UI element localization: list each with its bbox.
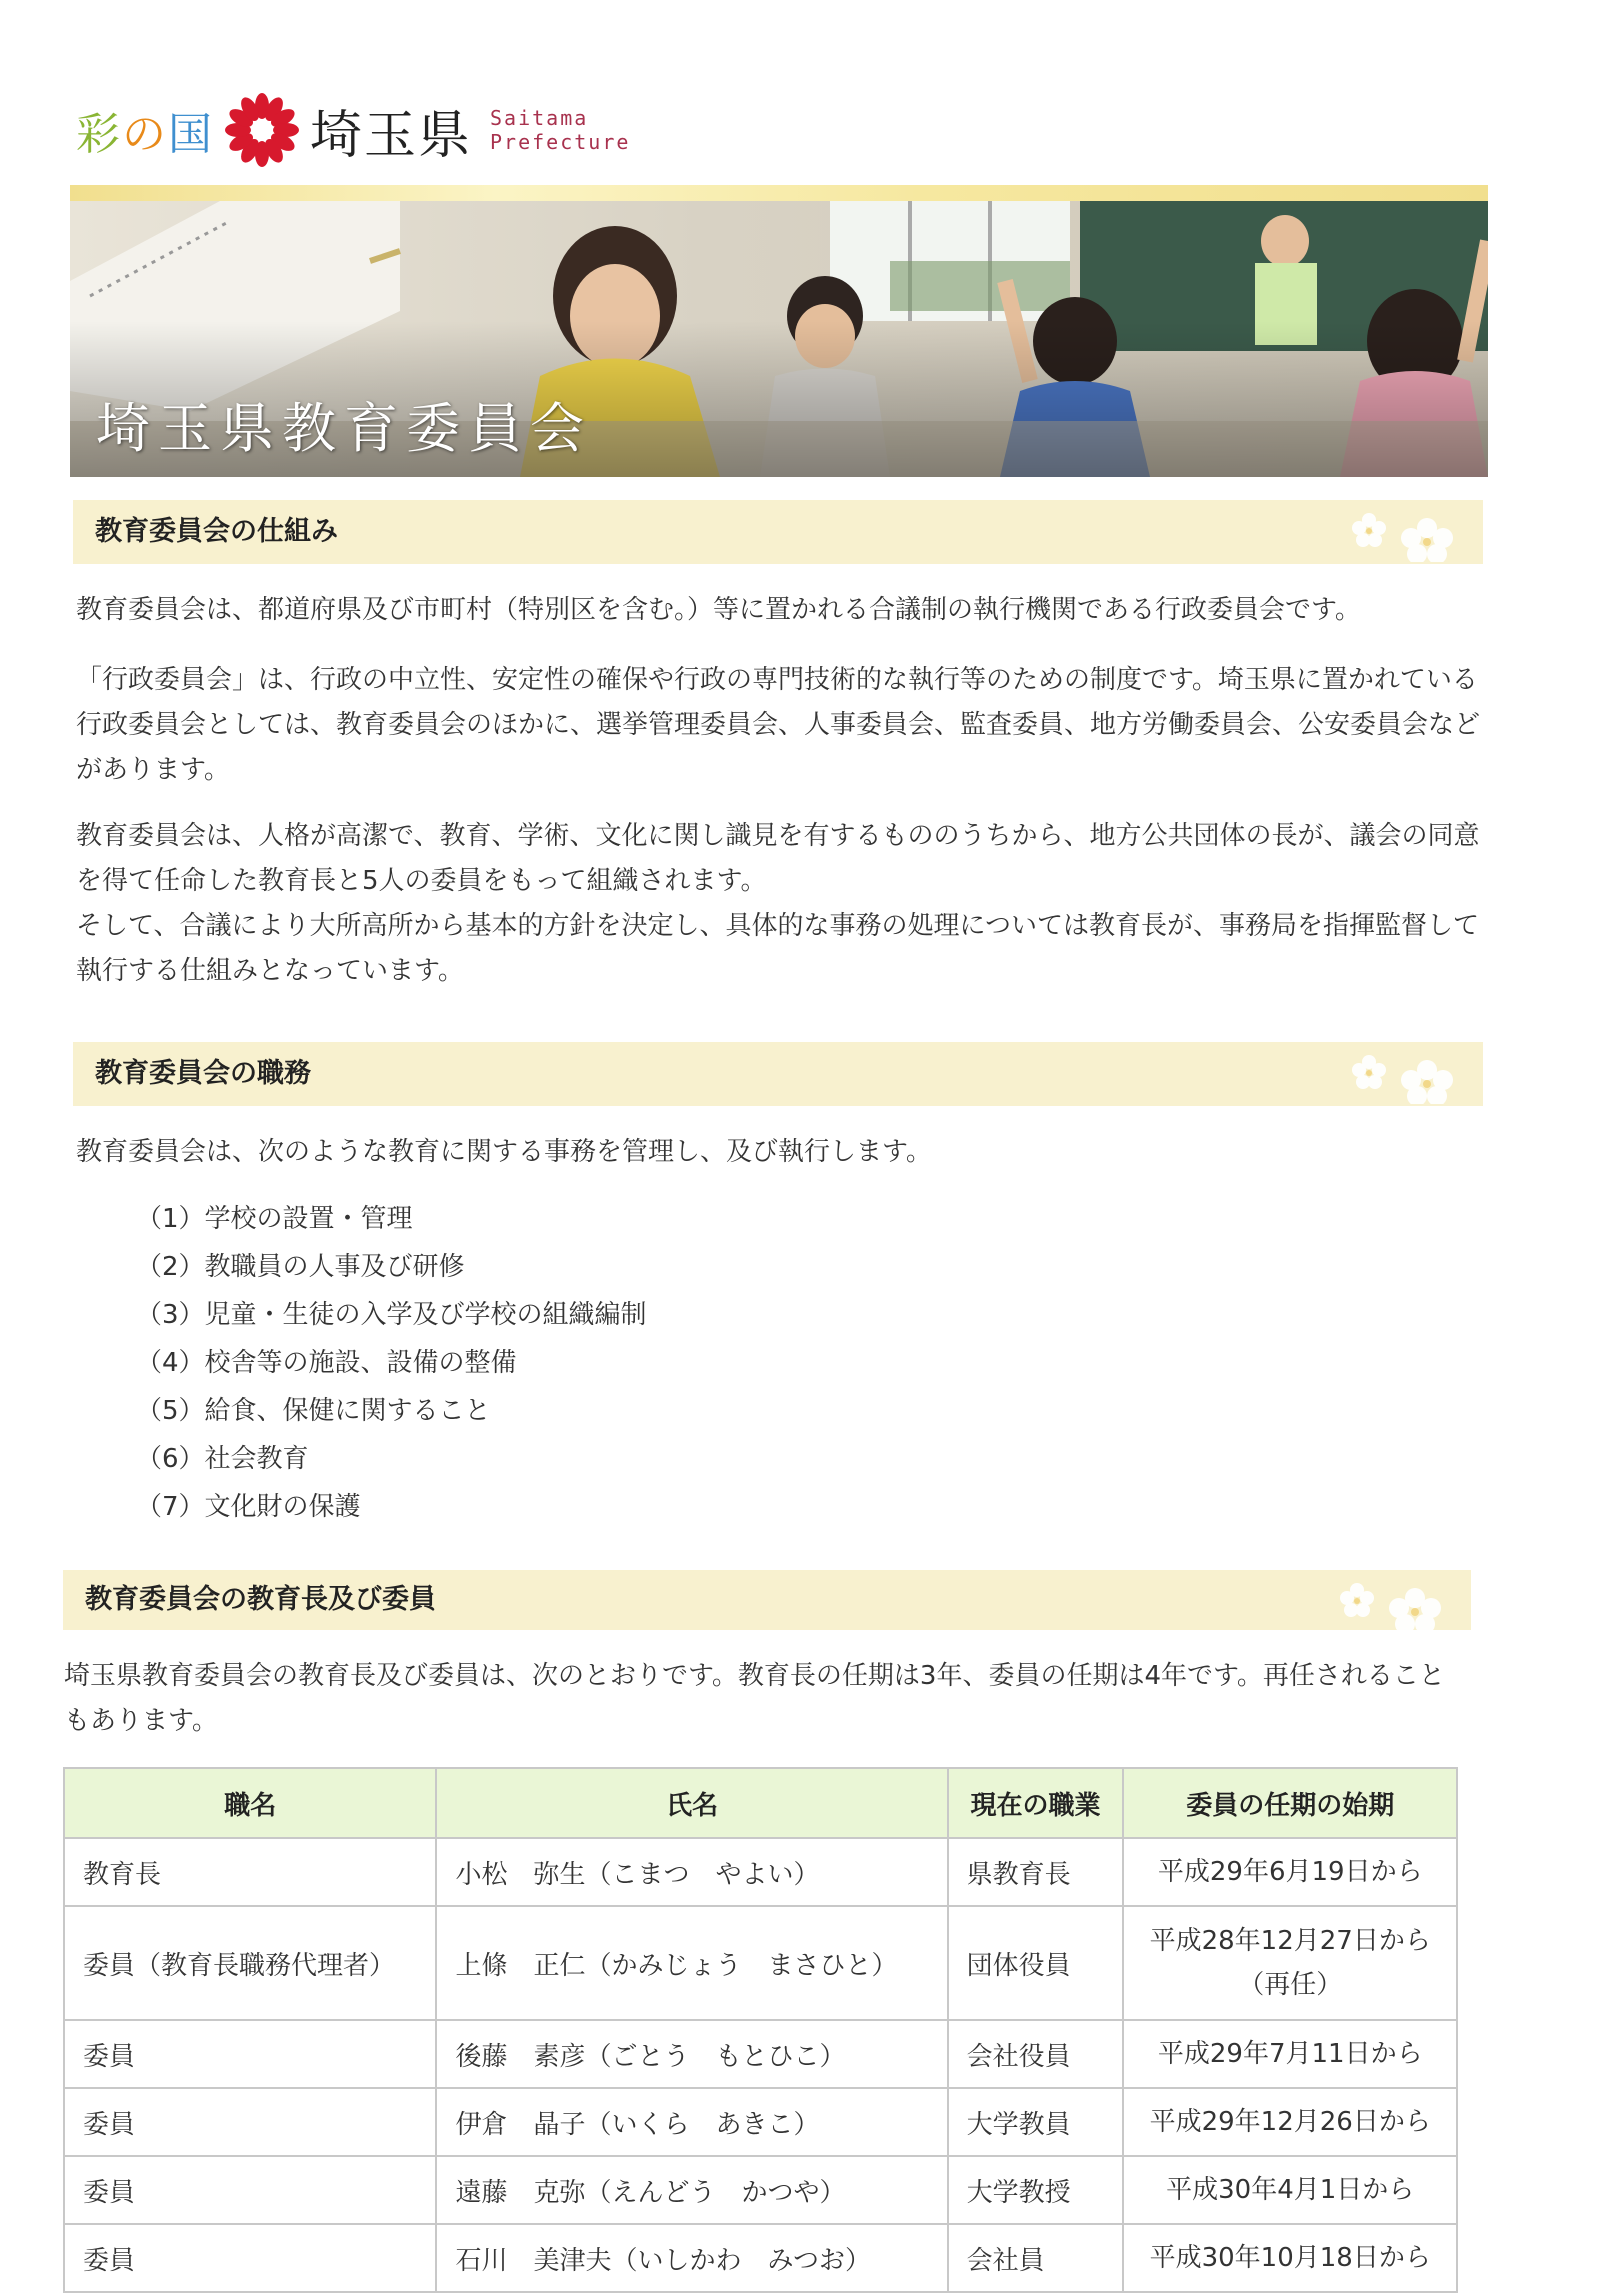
paragraph: 埼玉県教育委員会の教育長及び委員は、次のとおりです。教育長の任期は3年、委員の任期は4年です。再任されることもあります。 [64, 1661, 1445, 1736]
section-heading-structure [73, 500, 1483, 564]
paragraph: 教育委員会は、都道府県及び市町村（特別区を含む。）等に置かれる合議制の執行機関である行政委員会です。 [76, 595, 1361, 625]
list-item: （3）児童・生徒の入学及び学校の組織編制 [136, 1300, 647, 1330]
section-heading-duties [73, 1042, 1483, 1106]
column-header-job: 現在の職業 [948, 1768, 1124, 1838]
members-table [63, 1767, 1458, 2293]
site-logo[interactable] [76, 90, 630, 170]
prefecture-flower-icon [222, 90, 302, 170]
section-title: 教育委員会の教育長及び委員 [85, 1584, 436, 1615]
paragraph: 「行政委員会」は、行政の中立性、安定性の確保や行政の専門技術的な執行等のための制度です。埼玉県に置かれている行政委員会としては、教育委員会のほかに、選挙管理委員会、人事委員会、監査委員、地方労働委員会、公安委員会などがあります。 [76, 665, 1481, 785]
list-item: （4）校舎等の施設、設備の整備 [136, 1348, 517, 1378]
paragraph: そして、合議により大所高所から基本的方針を決定し、具体的な事務の処理については教育長が、事務局を指揮監督して執行する仕組みとなっています。 [76, 911, 1479, 986]
cell-job: 県教育長 [948, 1838, 1124, 1906]
table-row [64, 1906, 1457, 2020]
cell-title: 委員（教育長職務代理者） [64, 1906, 436, 2020]
table-row [64, 2020, 1457, 2088]
table-header-row [64, 1768, 1457, 1838]
duties-list [136, 1195, 647, 1531]
paragraph: 教育委員会は、人格が高潔で、教育、学術、文化に関し識見を有するもののうちから、地方公共団体の長が、議会の同意を得て任命した教育長と5人の委員をもって組織されます。 [76, 821, 1480, 896]
cell-title: 委員 [64, 2156, 436, 2224]
term-note: （再任） [1238, 1970, 1343, 2000]
cell-name: 上條 正仁（かみじょう まさひと） [436, 1906, 947, 2020]
cell-term: 平成29年12月26日から [1123, 2088, 1457, 2156]
column-header-term: 委員の任期の始期 [1123, 1768, 1457, 1838]
section-heading-members [63, 1570, 1471, 1630]
cell-name: 石川 美津夫（いしかわ みつお） [436, 2224, 947, 2292]
cell-term: 平成30年4月1日から [1123, 2156, 1457, 2224]
banner-stripe [70, 185, 1488, 201]
cell-title: 教育長 [64, 1838, 436, 1906]
flower-decoration-icon [1335, 1576, 1455, 1630]
hero-banner [70, 185, 1488, 477]
table-row [64, 2088, 1457, 2156]
cell-title: 委員 [64, 2088, 436, 2156]
list-item: （6）社会教育 [136, 1444, 309, 1474]
cell-term: 平成29年6月19日から [1123, 1838, 1457, 1906]
list-item: （7）文化財の保護 [136, 1492, 361, 1522]
table-row [64, 2224, 1457, 2292]
cell-job: 会社役員 [948, 2020, 1124, 2088]
column-header-name: 氏名 [436, 1768, 947, 1838]
column-header-title: 職名 [64, 1768, 436, 1838]
cell-term: 平成30年10月18日から [1123, 2224, 1457, 2292]
cell-name: 小松 弥生（こまつ やよい） [436, 1838, 947, 1906]
logo-irono-text: 彩の国 [76, 109, 214, 160]
cell-name: 遠藤 克弥（えんどう かつや） [436, 2156, 947, 2224]
section-title: 教育委員会の職務 [95, 1058, 311, 1089]
cell-term [1123, 1906, 1457, 2020]
list-item: （2）教職員の人事及び研修 [136, 1252, 465, 1282]
flower-decoration-icon [1347, 506, 1467, 562]
term-date: 平成28年12月27日から [1149, 1926, 1431, 1956]
cell-name: 伊倉 晶子（いくら あきこ） [436, 2088, 947, 2156]
cell-title: 委員 [64, 2224, 436, 2292]
cell-name: 後藤 素彦（ごとう もとひこ） [436, 2020, 947, 2088]
paragraph: 教育委員会は、次のような教育に関する事務を管理し、及び執行します。 [76, 1137, 932, 1167]
cell-term: 平成29年7月11日から [1123, 2020, 1457, 2088]
cell-job: 会社員 [948, 2224, 1124, 2292]
cell-job: 大学教授 [948, 2156, 1124, 2224]
table-row [64, 2156, 1457, 2224]
flower-decoration-icon [1347, 1048, 1467, 1104]
list-item: （5）給食、保健に関すること [136, 1396, 491, 1426]
banner-title: 埼玉県教育委員会 [96, 397, 592, 460]
cell-title: 委員 [64, 2020, 436, 2088]
list-item: （1）学校の設置・管理 [136, 1204, 413, 1234]
logo-english-name: Saitama Prefecture [490, 106, 631, 154]
table-row [64, 1838, 1457, 1906]
cell-job: 団体役員 [948, 1906, 1124, 2020]
section-title: 教育委員会の仕組み [95, 516, 338, 547]
logo-prefecture-name: 埼玉県 [310, 105, 473, 166]
cell-job: 大学教員 [948, 2088, 1124, 2156]
